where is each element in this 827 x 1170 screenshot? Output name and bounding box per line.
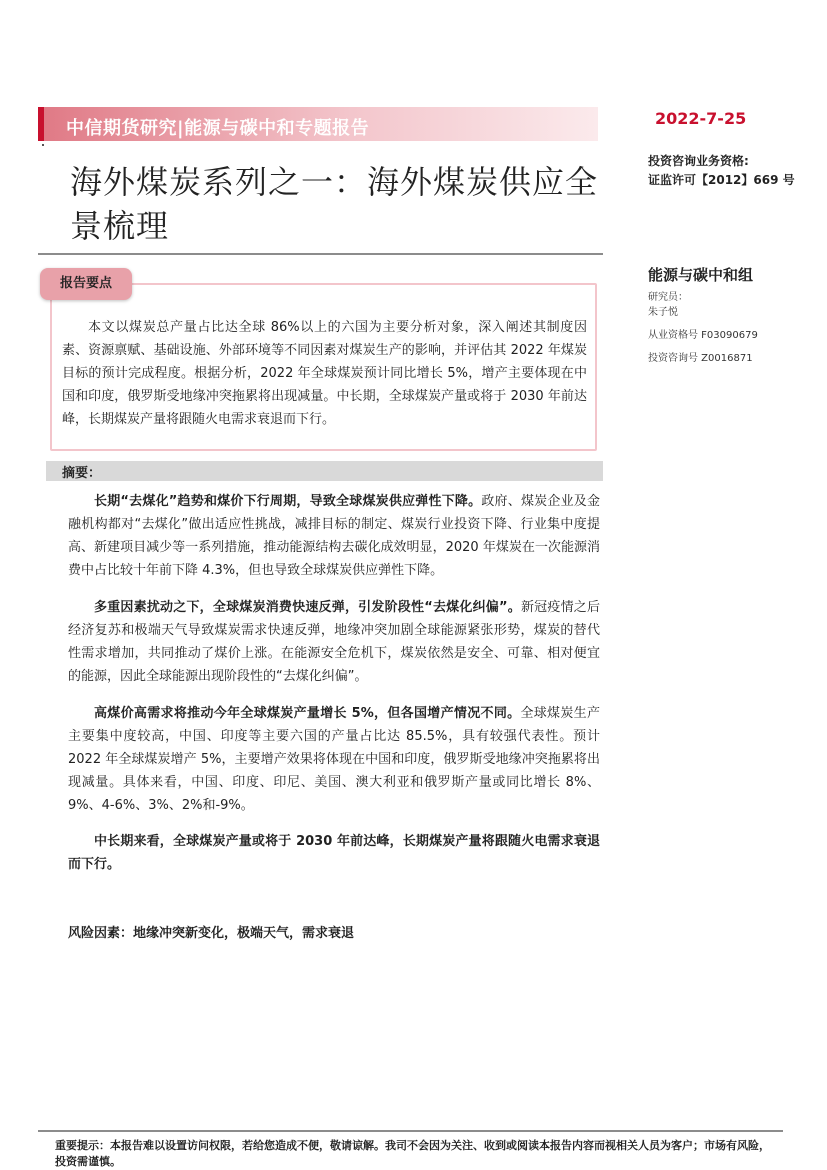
summary-paragraph-3	[68, 702, 600, 817]
keypoints-text: 本文以煤炭总产量占比达全球 86%以上的六国为主要分析对象，深入阐述其制度因素、资源禀赋、基础设施、外部环境等不同因素对煤炭生产的影响，并评估其 2022 年煤炭目标的预计完成程度。根据分析，2022 年全球煤炭预计同比增长 5%，增产主要体现在中国和印度，俄罗斯受地缘冲突拖累将出现减量。中长期，全球煤炭产量或将于 2030 年前达峰，长期煤炭产量将跟随火电需求衰退而下行。	[62, 320, 587, 427]
report-title: 海外煤炭系列之一：海外煤炭供应全景梳理	[70, 163, 599, 245]
summary-label: 摘要：	[62, 466, 102, 481]
researcher-info	[648, 290, 758, 366]
keypoints-label: 报告要点	[59, 276, 112, 291]
paragraph-lead: 长期“去煤化”趋势和煤价下行周期，导致全球煤炭供应弹性下降。	[94, 494, 482, 509]
qualification-block	[648, 152, 818, 190]
researcher-label: 研究员：	[648, 292, 688, 303]
paragraph-body: 新冠疫情之后经济复苏和极端天气导致煤炭需求快速反弹，地缘冲突加剧全球能源紧张形势，煤炭的替代性需求增加，共同推动了煤价上涨。在能源安全危机下，煤炭依然是安全、可靠、相对便宜的能源，因此全球能源出现阶段性的“去煤化纠偏”。	[68, 600, 600, 684]
decorative-dot	[42, 144, 44, 146]
title-divider	[38, 253, 603, 255]
footer-disclaimer: 重要提示：本报告难以设置访问权限，若给您造成不便，敬请谅解。我司不会因为关注、收到或阅读本报告内容而视相关人员为客户；市场有风险，投资需谨慎。	[55, 1139, 770, 1168]
paragraph-lead: 多重因素扰动之下，全球煤炭消费快速反弹，引发阶段性“去煤化纠偏”。	[94, 600, 521, 615]
qualification-label: 投资咨询业务资格:	[648, 154, 749, 168]
consult-number: 投资咨询号 Z0016871	[648, 353, 753, 364]
research-group: 能源与碳中和组	[648, 266, 754, 284]
summary-paragraph-1	[68, 490, 600, 582]
summary-bar	[46, 461, 603, 481]
paragraph-lead: 中长期来看，全球煤炭产量或将于 2030 年前达峰，长期煤炭产量将跟随火电需求衰退而下行。	[68, 834, 600, 872]
summary-paragraph-4	[68, 830, 600, 876]
summary-paragraph-2	[68, 596, 600, 688]
report-date: 2022-7-25	[655, 109, 747, 128]
banner-title: 中信期货研究|能源与碳中和专题报告	[66, 118, 370, 139]
paragraph-lead: 高煤价高需求将推动今年全球煤炭产量增长 5%，但各国增产情况不同。	[94, 706, 521, 721]
qualification-license: 证监许可【2012】669 号	[648, 173, 795, 187]
keypoints-tab	[40, 268, 132, 300]
risk-factors: 风险因素：地缘冲突新变化，极端天气，需求衰退	[68, 926, 355, 941]
paragraph-body: 政府、煤炭企业及金融机构都对“去煤化”做出适应性挑战，减排目标的制定、煤炭行业投资下降、行业集中度提高、新建项目减少等一系列措施，推动能源结构去碳化成效明显，2020 年煤炭在一次能源消费中占比较十年前下降 4.3%，但也导致全球煤炭供应弹性下降。	[68, 494, 600, 578]
paragraph-body: 全球煤炭生产主要集中度较高，中国、印度等主要六国的产量占比达 85.5%，具有较强代表性。预计 2022 年全球煤炭增产 5%，主要增产效果将体现在中国和印度，俄罗斯受地缘冲突拖累将出现减量。具体来看，中国、印度、印尼、美国、澳大利亚和俄罗斯产量或同比增长 8%、9%、4-6%、3%、2%和-9%。	[68, 706, 600, 813]
footer-divider	[38, 1130, 783, 1132]
researcher-name: 朱子悦	[648, 307, 678, 318]
practice-number: 从业资格号 F03090679	[648, 330, 758, 341]
